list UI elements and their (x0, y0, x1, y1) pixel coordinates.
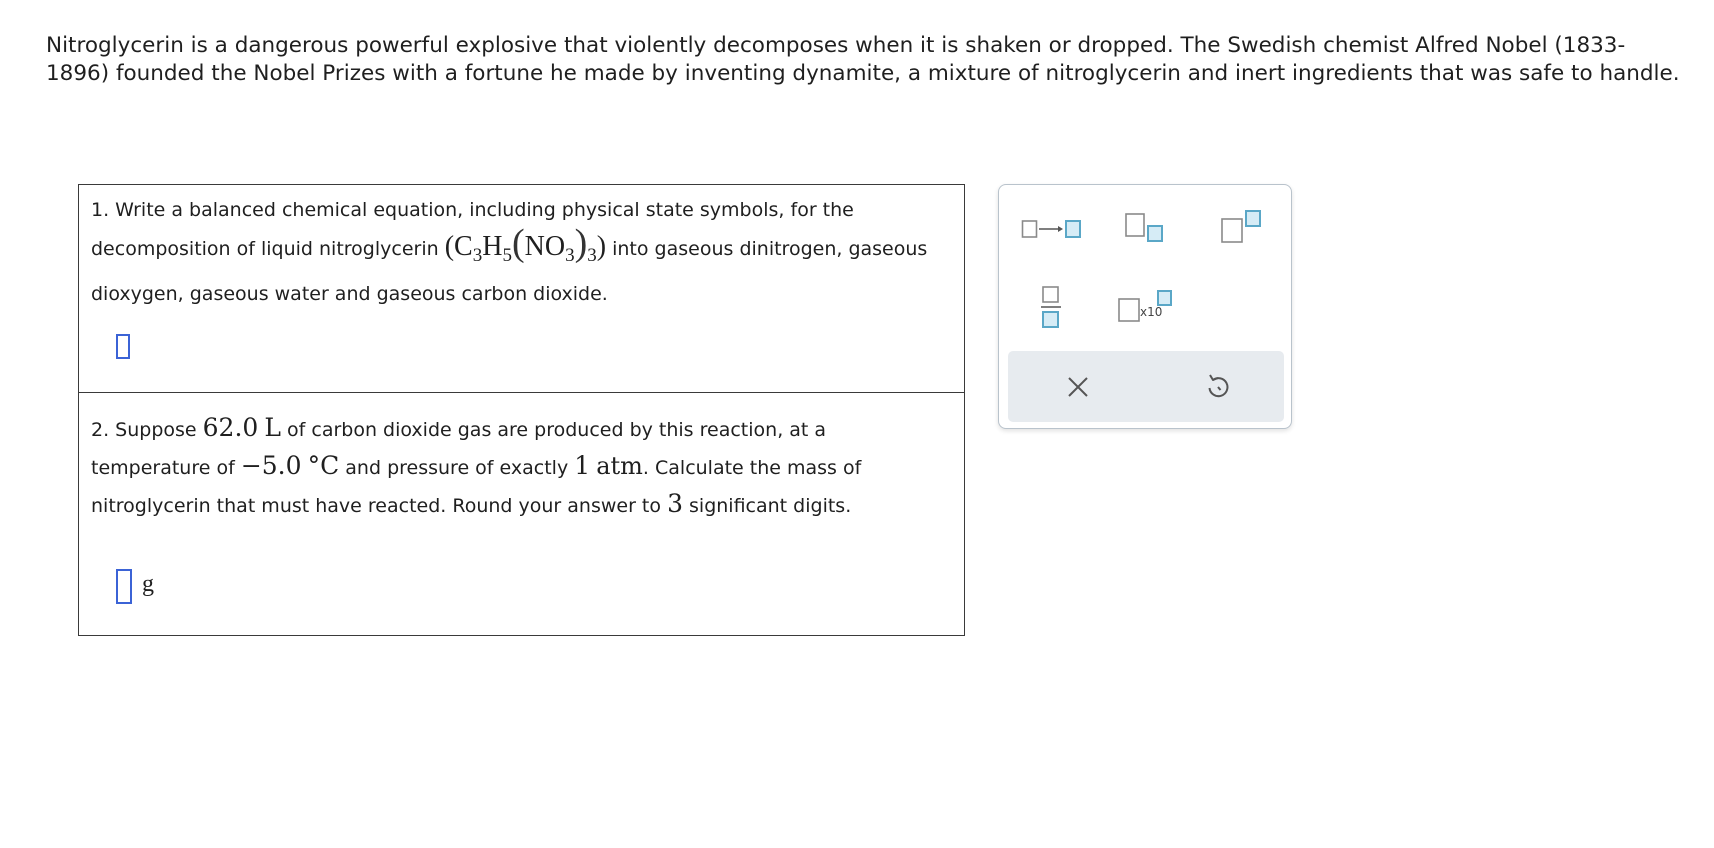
question-2 (79, 393, 964, 637)
undo-icon[interactable] (1204, 373, 1232, 401)
x10-label: x10 (1140, 305, 1163, 319)
q1-line-2 (91, 221, 927, 269)
question-panel (78, 184, 965, 636)
reaction-arrow-icon[interactable] (1021, 217, 1083, 241)
subscript-icon[interactable] (1124, 212, 1168, 244)
answer-unit: g (142, 571, 154, 597)
fraction-icon[interactable] (1040, 285, 1062, 329)
nitroglycerin-formula: $(C_3H_5(NO_3)_3)$ (444, 222, 607, 266)
pressure-value: 1 (574, 451, 591, 480)
sig-digits-value: 3 (667, 489, 683, 518)
q1-line-2-after: into gaseous dinitrogen, gaseous (612, 238, 928, 260)
scientific-notation-icon[interactable] (1117, 289, 1175, 323)
q2-line-2: temperature of −5.0 °C and pressure of exactly 1 atm. Calculate the mass of (91, 451, 862, 480)
volume-unit: L (264, 413, 281, 442)
q2-line-3: nitroglycerin that must have reacted. Round your answer to 3 significant digits. (91, 489, 852, 518)
q1-line-1: 1. Write a balanced chemical equation, including physical state symbols, for the (91, 199, 854, 221)
superscript-icon[interactable] (1220, 209, 1264, 245)
pressure-unit: atm (596, 452, 643, 480)
volume-value: 62.0 (202, 413, 259, 442)
q1-line-2-before: decomposition of liquid nitroglycerin (91, 238, 439, 260)
q1-line-3: dioxygen, gaseous water and gaseous carbon dioxide. (91, 283, 608, 305)
temperature-unit: °C (307, 451, 340, 480)
temperature-value: −5.0 (240, 451, 302, 480)
question-1 (79, 185, 964, 393)
q2-line-1: 2. Suppose 62.0 L of carbon dioxide gas are produced by this reaction, at a (91, 413, 827, 442)
palette-action-bar (1008, 351, 1284, 422)
clear-icon[interactable] (1066, 375, 1090, 399)
math-palette (998, 184, 1292, 429)
q2-answer-input[interactable] (116, 569, 132, 604)
q1-answer-input[interactable] (116, 334, 130, 359)
intro-paragraph: Nitroglycerin is a dangerous powerful explosive that violently decomposes when it is shaken or dropped. The Swedish chemist Alfred Nobel (1833-1896) founded the Nobel Prizes with a fortune he made by inventing dynamite, a mixture of nitroglycerin and inert ingredients that was safe to handle. (46, 33, 1680, 86)
